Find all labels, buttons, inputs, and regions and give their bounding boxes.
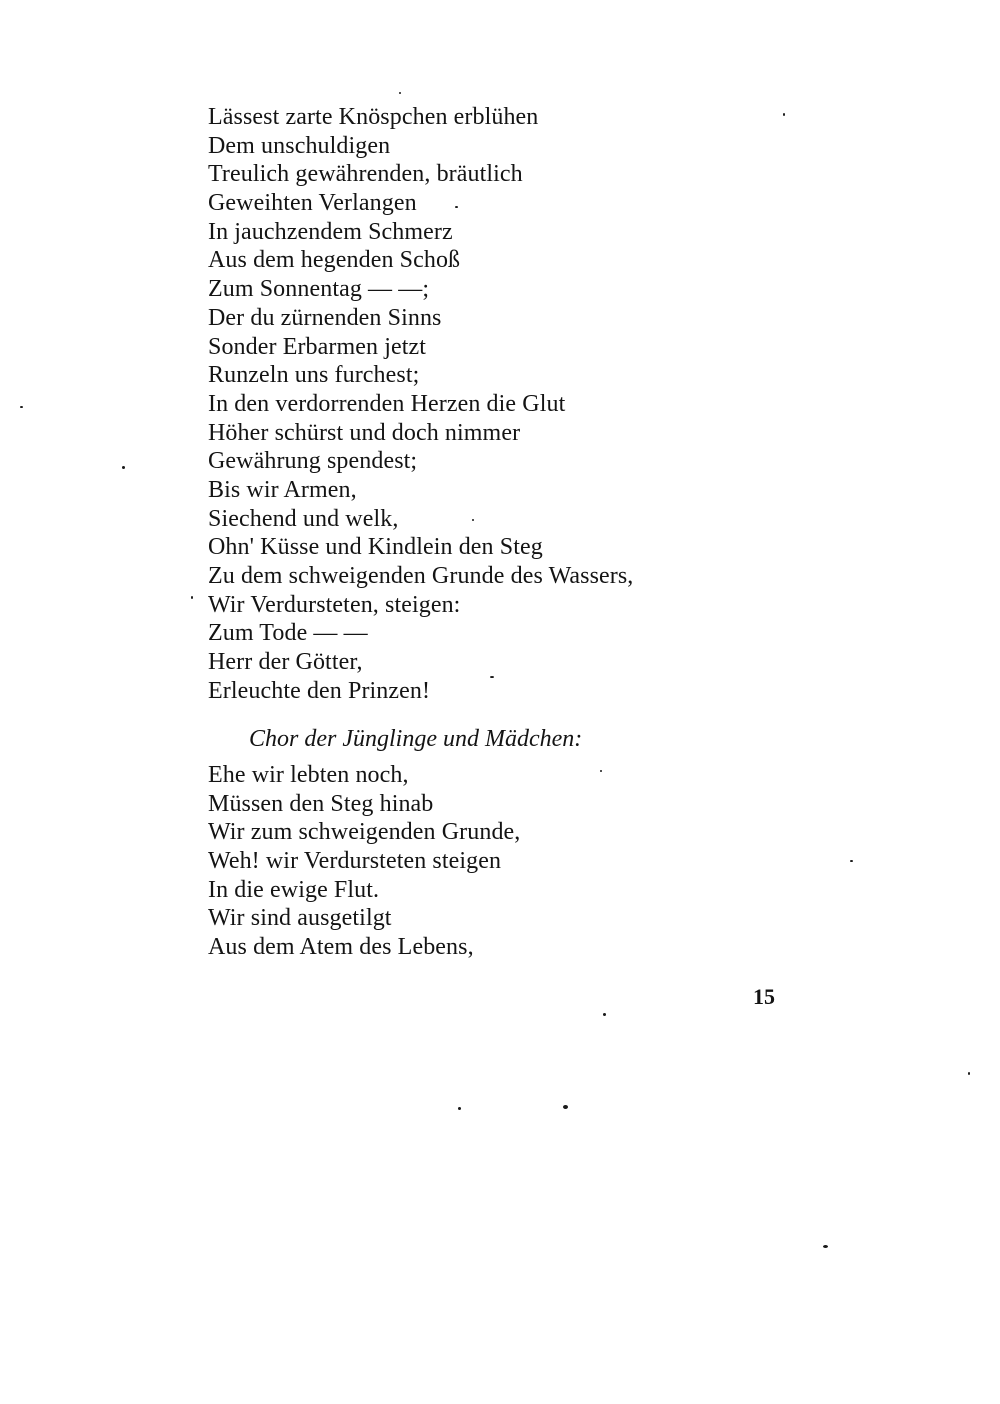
scan-speck: [455, 206, 458, 208]
verse-line: Geweihten Verlangen: [208, 190, 417, 217]
scan-speck: [122, 466, 125, 469]
verse-line: In die ewige Flut.: [208, 876, 380, 903]
verse-line: Höher schürst und doch nimmer: [208, 419, 521, 446]
verse-line: Gewährung spendest;: [208, 448, 418, 475]
verse-line: Wir sind ausgetilgt: [208, 905, 392, 932]
scan-speck: [399, 92, 401, 94]
scan-speck: [968, 1072, 970, 1075]
verse-line: Siechend und welk,: [208, 505, 399, 532]
page-number: 15: [753, 984, 775, 1009]
verse-line: Sonder Erbarmen jetzt: [208, 333, 427, 360]
stanza-1: [208, 103, 633, 705]
verse-line: Zu dem schweigenden Grunde des Wassers,: [208, 563, 634, 589]
verse-line: Bis wir Armen,: [208, 476, 357, 503]
verse-line: Wir zum schweigenden Grunde,: [208, 819, 521, 846]
speaker-heading: Chor der Jünglinge und Mädchen:: [249, 726, 583, 752]
verse-line: Aus dem hegenden Schoß: [208, 247, 461, 274]
verse-line: Ehe wir lebten noch,: [208, 762, 409, 788]
verse-line: Lässest zarte Knöspchen erblühen: [208, 104, 539, 130]
scan-speck: [458, 1107, 461, 1110]
scan-speck: [490, 676, 494, 678]
verse-line: Der du zürnenden Sinns: [208, 304, 442, 331]
scan-speck: [600, 770, 602, 772]
verse-line: Ohn' Küsse und Kindlein den Steg: [208, 534, 543, 561]
verse-line: Runzeln uns furchest;: [208, 362, 420, 389]
scan-speck: [603, 1013, 606, 1016]
verse-line: In jauchzendem Schmerz: [208, 218, 453, 245]
verse-line: Wir Verdursteten, steigen:: [208, 591, 461, 618]
scan-speck: [823, 1245, 828, 1248]
verse-line: In den verdorrenden Herzen die Glut: [208, 390, 566, 417]
scan-speck: [20, 406, 23, 408]
scan-speck: [850, 860, 853, 862]
scan-speck: [783, 113, 785, 116]
verse-line: Treulich gewährenden, bräutlich: [208, 161, 523, 188]
verse-line: Erleuchte den Prinzen!: [208, 677, 431, 704]
verse-line: Weh! wir Verdursteten steigen: [208, 848, 502, 875]
verse-line: Zum Tode — —: [208, 620, 368, 647]
verse-line: Aus dem Atem des Lebens,: [208, 934, 474, 961]
scan-speck: [563, 1105, 568, 1109]
verse-line: Müssen den Steg hinab: [208, 790, 434, 817]
scan-speck: [472, 519, 474, 521]
verse-line: Herr der Götter,: [208, 649, 363, 676]
verse-line: Dem unschuldigen: [208, 132, 391, 159]
scan-speck: [191, 596, 193, 599]
stanza-2: [208, 761, 520, 962]
verse-line: Zum Sonnentag — —;: [208, 276, 430, 303]
